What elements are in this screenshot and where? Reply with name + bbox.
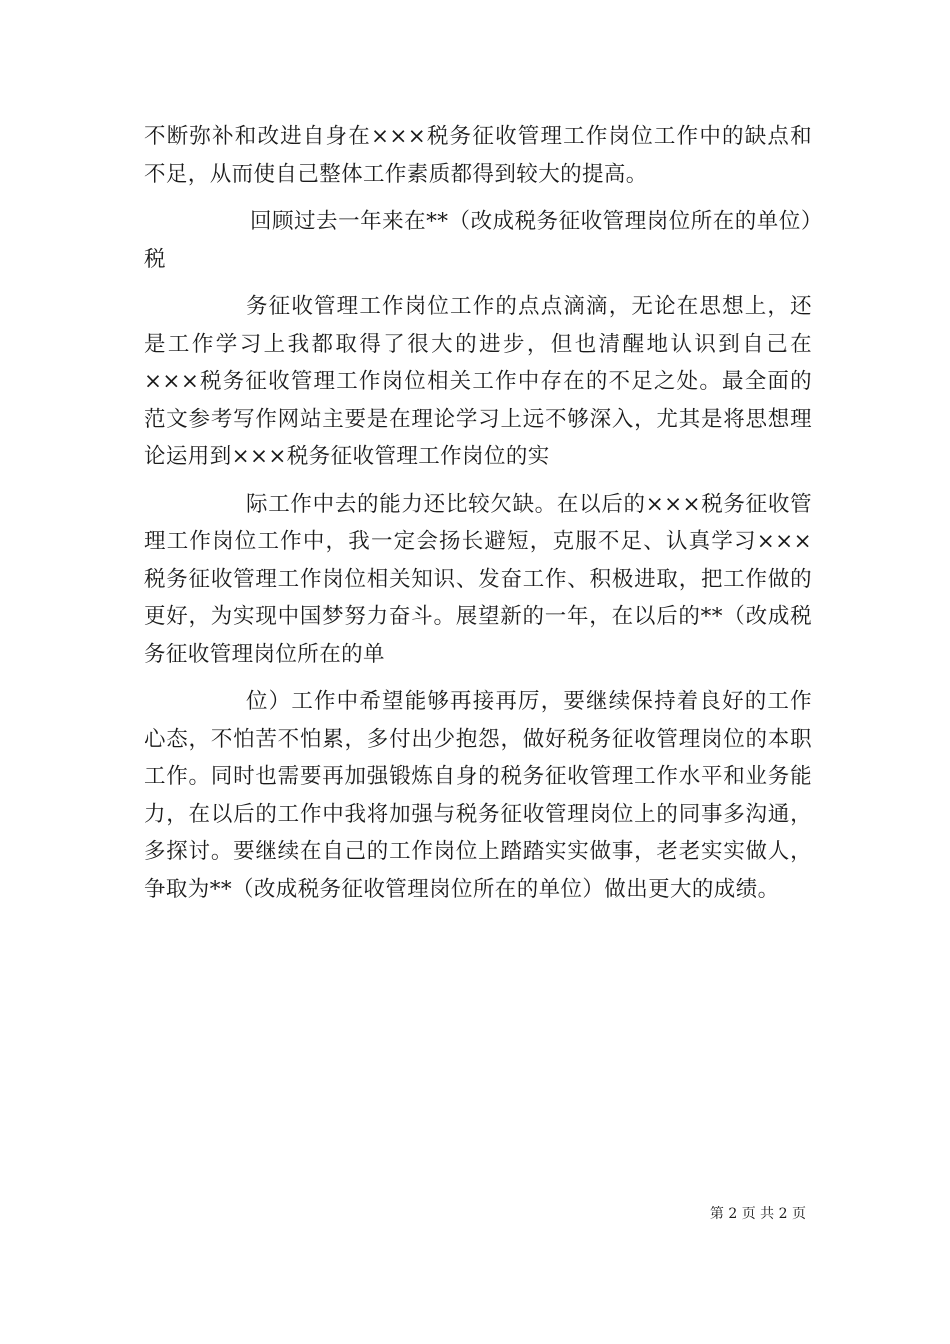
page-number-footer: 第 2 页 共 2 页 <box>709 1206 806 1222</box>
paragraph-5: 位）工作中希望能够再接再厉，要继续保持着良好的工作心态，不怕苦不怕累，多付出少抱怨，做好税务征收管理岗位的本职工作。同时也需要再加强锻炼自身的税务征收管理工作水平和业务能力，在以后的工作中我将加强与税务征收管理岗位上的同事多沟通，多探讨。要继续在自己的工作岗位上踏踏实实做事，老老实实做人，争取为**（改成税务征收管理岗位所在的单位）做出更大的成绩。 <box>144 689 812 902</box>
paragraph-3: 务征收管理工作岗位工作的点点滴滴，无论在思想上，还是工作学习上我都取得了很大的进步，但也清醒地认识到自己在×××税务征收管理工作岗位相关工作中存在的不足之处。最全面的范文参考写作网站主要是在理论学习上远不够深入，尤其是将思想理论运用到×××税务征收管理工作岗位的实 <box>144 294 812 469</box>
paragraph-1: 不断弥补和改进自身在×××税务征收管理工作岗位工作中的缺点和不足，从而使自己整体工作素质都得到较大的提高。 <box>144 124 812 187</box>
document-body <box>144 118 812 908</box>
paragraph-2: 回顾过去一年来在**（改成税务征收管理岗位所在的单位）税 <box>144 209 812 272</box>
paragraph-4: 际工作中去的能力还比较欠缺。在以后的×××税务征收管理工作岗位工作中，我一定会扬长避短，克服不足、认真学习×××税务征收管理工作岗位相关知识、发奋工作、积极进取，把工作做的更好，为实现中国梦努力奋斗。展望新的一年，在以后的**（改成税务征收管理岗位所在的单 <box>144 491 812 667</box>
